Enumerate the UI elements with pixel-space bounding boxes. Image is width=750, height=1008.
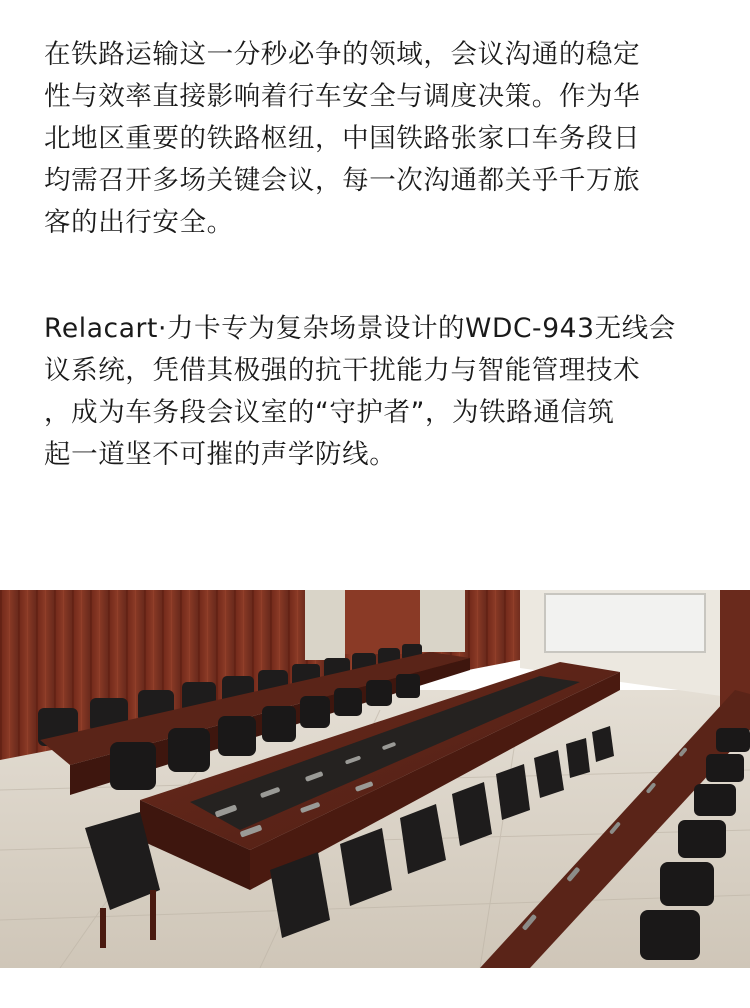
conference-room-photo	[0, 590, 750, 968]
curtain	[420, 590, 465, 652]
curtain	[305, 590, 345, 660]
projection-screen	[545, 594, 705, 652]
product-paragraph: Relacart·力卡专为复杂场景设计的WDC-943无线会 议系统，凭借其极强的抗干扰能力与智能管理技术 ，成为车务段会议室的“守护者”，为铁路通信筑 起一道坚不可摧的声学防线。	[44, 313, 676, 470]
intro-paragraph: 在铁路运输这一分秒必争的领域，会议沟通的稳定 性与效率直接影响着行车安全与调度决策。作为华 北地区重要的铁路枢纽，中国铁路张家口车务段日 均需召开多场关键会议，每一次沟通都关乎千万旅 客的出行安全。	[44, 39, 641, 238]
